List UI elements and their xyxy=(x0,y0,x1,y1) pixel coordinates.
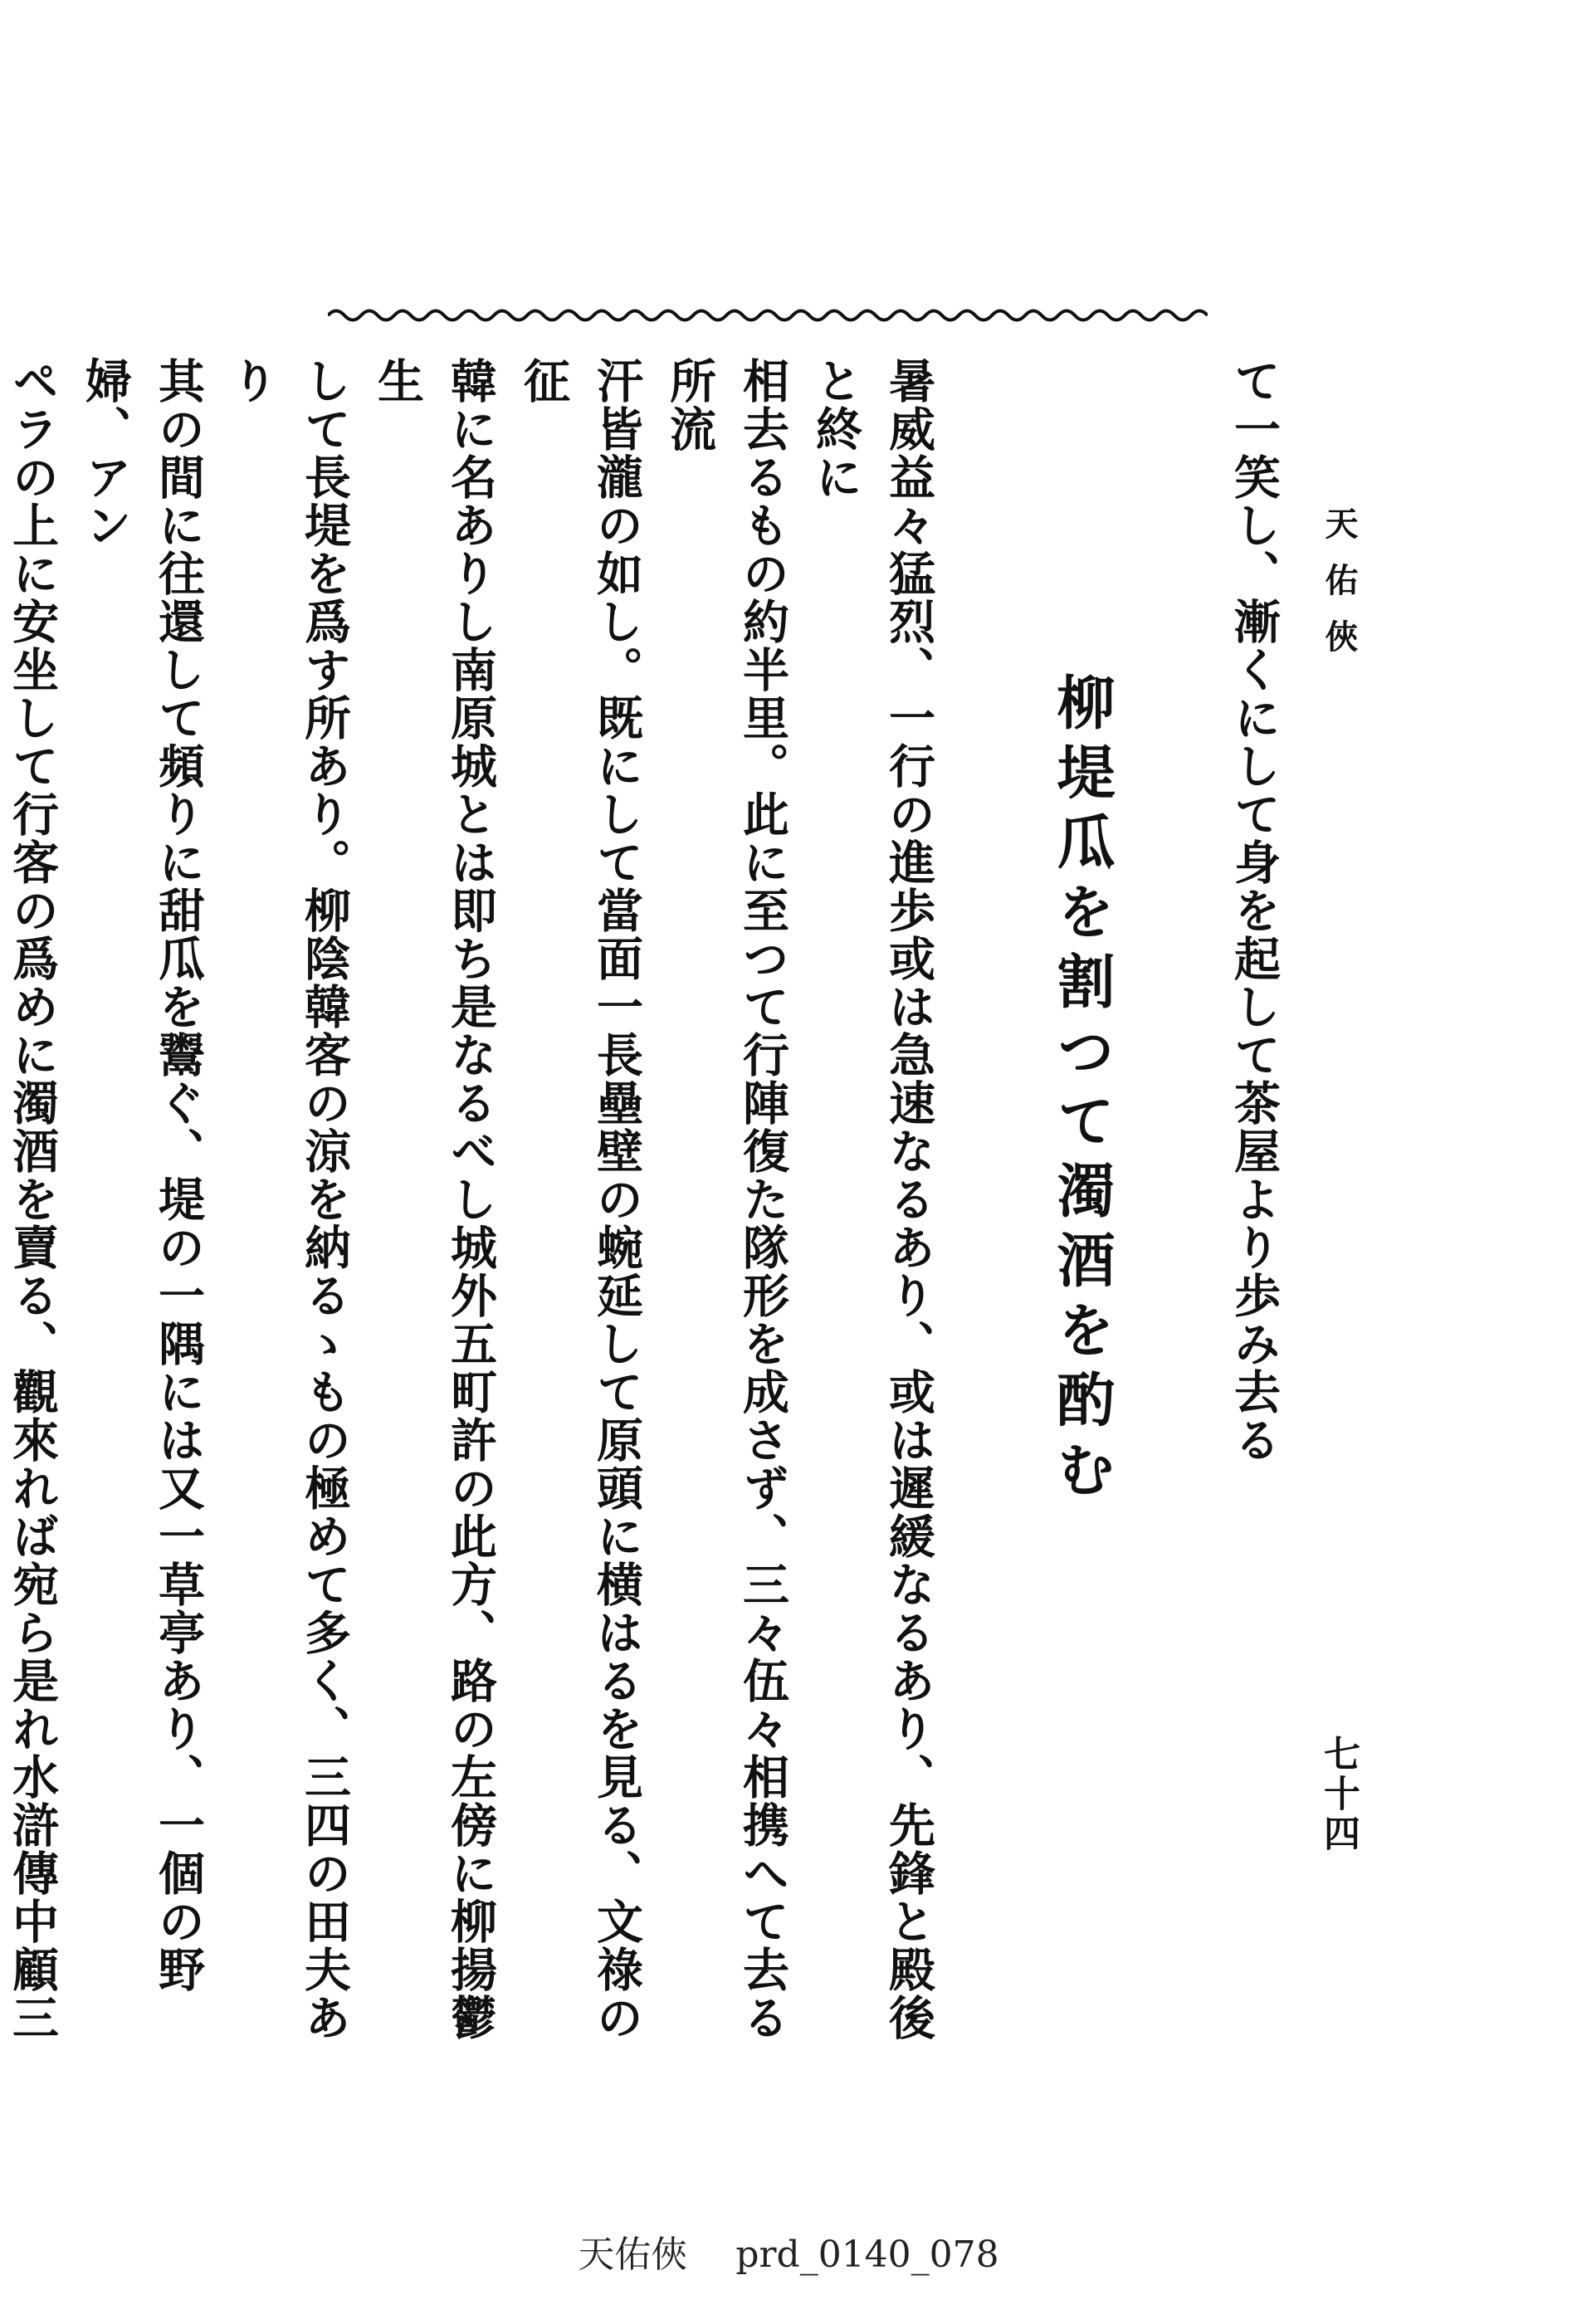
wavy-rule-divider xyxy=(328,303,1208,328)
running-header: 天佑俠 xyxy=(1320,506,1359,676)
footer-book-title: 天佑俠 xyxy=(578,2234,688,2276)
text-column: して長堤を爲す所あり。柳陰韓客の涼を納るゝもの極めて多く、三四の田夫あり xyxy=(224,357,352,2042)
footer-image-id: prd_0140_078 xyxy=(735,2234,999,2276)
vertical-text-block xyxy=(0,357,1291,2058)
text-column: 韓に名ありし南原城とは即ち是なるべし城外五町許の此方、路の左傍に柳揚鬱生 xyxy=(370,357,498,2042)
text-column: ペラの上に安坐して行客の爲めに濁酒を賣る、觀來れば宛ら是れ水滸傳中顧三 xyxy=(5,357,60,2042)
page-number: 七十四 xyxy=(1317,1735,1360,1854)
text-column: 相去るもの約半里。此に至つて行陣復た隊形を成さず、三々伍々相携へて去る所流 xyxy=(662,357,790,2042)
text-column: 暑威益々猛烈、一行の進歩或は急速なるあり、或は遲緩なるあり、先鋒と殿後と終に xyxy=(808,357,936,2042)
footer-caption xyxy=(0,2224,1577,2278)
text-column: 其の間に往還して頻りに甜瓜を鬻ぐ、堤の一隅には又一草亭あり、一個の野婦、アン xyxy=(78,357,206,1994)
chapter-title: 柳堤瓜を割つて濁酒を酌む xyxy=(1047,672,1116,1509)
text-column: 汗皆瀧の如し。既にして當面一長壘壁の蜿延して原頭に横はるを見る、文祿の征 xyxy=(516,357,644,2042)
previous-section-tail: て一笑し、漸くにして身を起して茶屋より歩み去る xyxy=(1227,357,1282,1464)
